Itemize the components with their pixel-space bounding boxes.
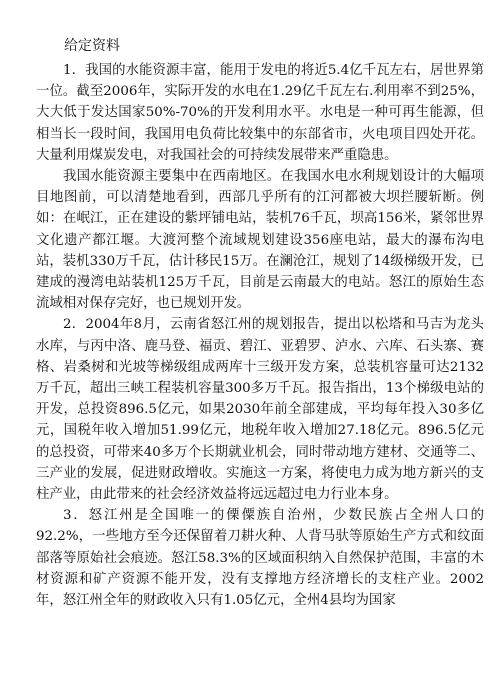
paragraph-3: 2．2004年8月，云南省怒江州的规划报告，提出以松塔和马吉为龙头水库，与丙中洛、鹿马登、福贡、碧江、亚碧罗、泸水、六库、石头寨、赛格、岩桑树和光坡等梯级组成两库十三级开发方案，总装机容量可达2132万千瓦，超出三峡工程装机容量300多万千瓦。报告指出，13个梯级电站的开发，总投资896.5亿元，如果2030年前全部建成，平均每年投入30多亿元，国税年收入增加51.99亿元，地税年收入增加27.18亿元。896.5亿元的总投资，可带来40多万个长期就业机会，同时带动地方建材、交通等二、三产业的发展，促进财政增收。实施这一方案，将使电力成为地方新兴的支柱产业，由此带来的社会经济效益将远远超过电力行业本身。 [36, 317, 484, 503]
paragraph-2: 我国水能资源主要集中在西南地区。在我国水电水利规划设计的大幅项目地图前，可以清楚地看到，西部几乎所有的江河都被大坝拦腰斩断。例如：在岷江，正在建设的紫坪铺电站，装机76千瓦，坝高156米，紧邻世界文化遗产都江堰。大渡河整个流域规划建设356座电站，最大的瀑布沟电站，装机330万千瓦，估计移民15万。在澜沧江，规划了14级梯级开发，已建成的漫湾电站装机125万千瓦，目前是云南最大的电站。怒江的原始生态流域相对保存完好，也已规划开发。 [36, 169, 484, 312]
paragraph-4: 3．怒江州是全国唯一的傈僳族自治州，少数民族占全州人口的92.2%，一些地方至今还保留着刀耕火种、人背马驮等原始生产方式和纹面部落等原始社会痕迹。怒江58.3%的区域面积纳入自然保护范围，丰富的木材资源和矿产资源不能开发，没有支撑地方经济增长的支柱产业。2002年，怒江州全年的财政收入只有1.05亿元，全州4县均为国家 [36, 508, 484, 609]
paragraph-1: 1．我国的水能资源丰富，能用于发电的将近5.4亿千瓦左右，居世界第一位。截至2006年，实际开发的水电在1.29亿千瓦左右.利用率不到25%，大大低于发达国家50%-70%的开发利用水平。水电是一种可再生能源，但相当长一段时间，我国用电负荷比较集中的东部省市，火电项目四处开花。大量利用煤炭发电，对我国社会的可持续发展带来严重隐患。 [36, 63, 484, 163]
document-heading: 给定资料 [64, 38, 120, 54]
